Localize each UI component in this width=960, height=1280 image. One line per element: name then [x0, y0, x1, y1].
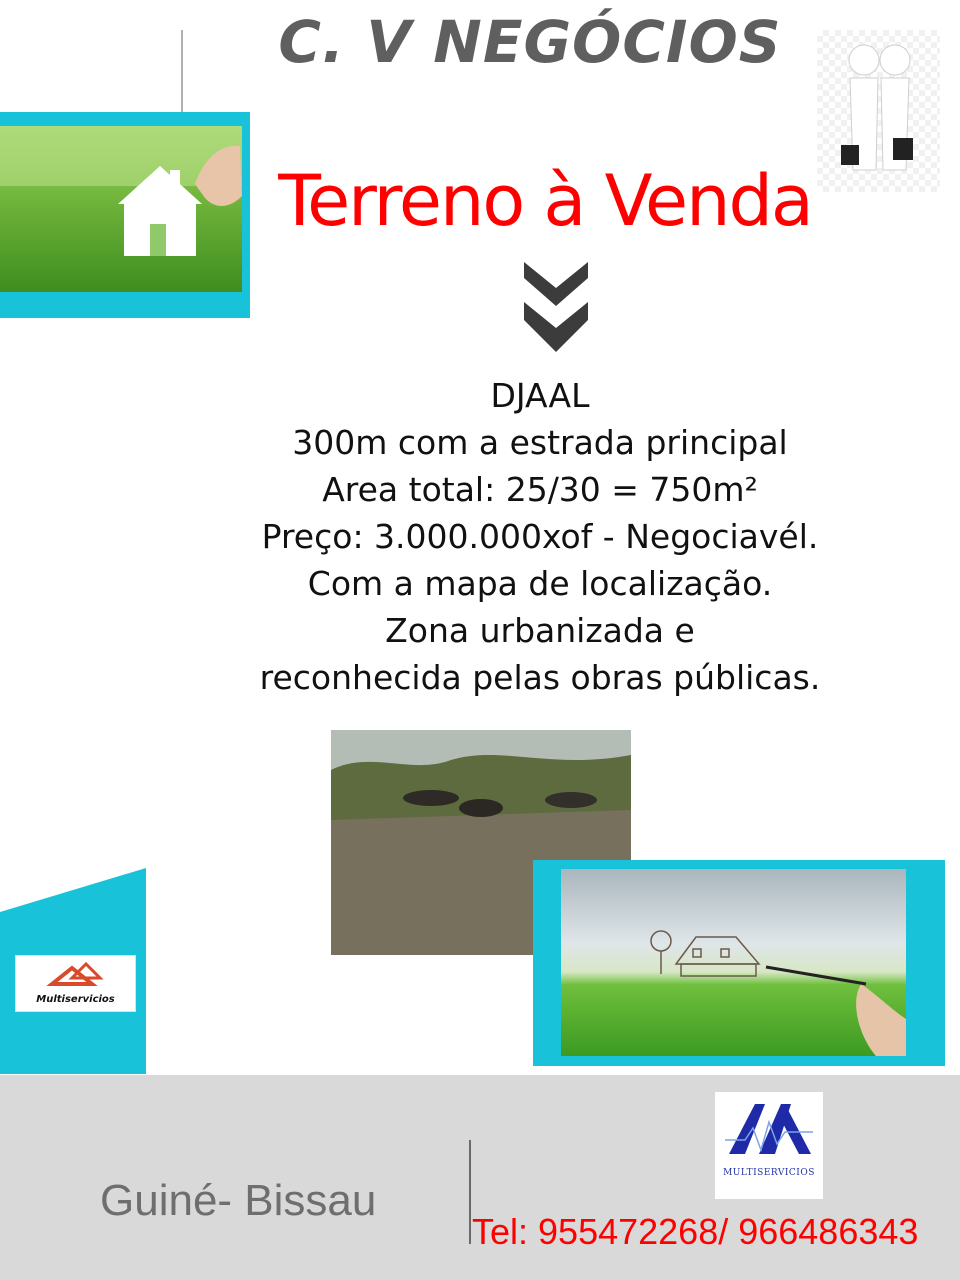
- multiservicios-logo-text: Multiservicios: [36, 994, 115, 1005]
- price-line: Preço: 3.000.000xof - Negociavél.: [261, 517, 819, 556]
- footer-divider: [469, 1140, 471, 1244]
- brand-title: C. V NEGÓCIOS: [278, 8, 782, 76]
- recognition-line: reconhecida pelas obras públicas.: [259, 658, 821, 697]
- phone-number[interactable]: Tel: 955472268/ 966486343: [472, 1211, 919, 1252]
- area-line: Area total: 25/30 = 750m²: [322, 470, 758, 509]
- house-sketch-photo: [561, 869, 906, 1056]
- house-on-grass-photo: [0, 126, 242, 292]
- zone-line: Zona urbanizada e: [385, 611, 695, 650]
- multiservicios-footer-logo-text: MULTISERVICIOS: [723, 1168, 815, 1178]
- multiservicios-logo: [15, 955, 136, 1012]
- double-chevron-down-icon: [520, 262, 592, 354]
- multiservicios-footer-logo: [715, 1092, 823, 1199]
- house-icon: [0, 126, 242, 292]
- property-details: [180, 372, 900, 701]
- country-label: Guiné- Bissau: [100, 1176, 377, 1225]
- location-line: DJAAL: [490, 376, 590, 415]
- distance-line: 300m com a estrada principal: [292, 423, 788, 462]
- map-line: Com a mapa de localização.: [307, 564, 773, 603]
- headline-land-for-sale: Terreno à Venda: [278, 160, 812, 242]
